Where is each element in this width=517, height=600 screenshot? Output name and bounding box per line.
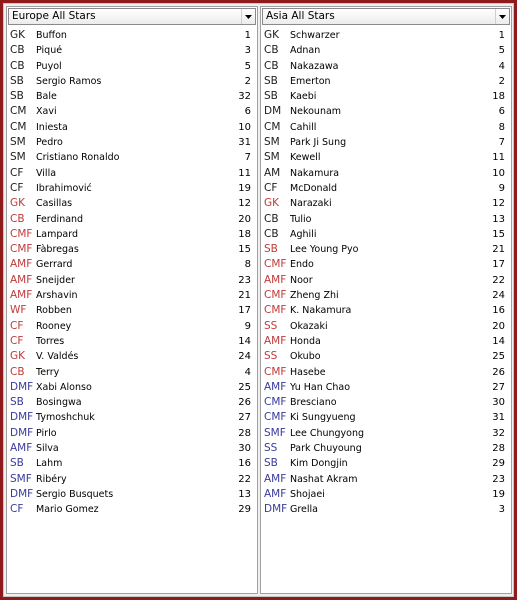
player-name: Ki Sungyueng xyxy=(290,412,356,424)
player-row[interactable] xyxy=(261,303,511,318)
player-number: 31 xyxy=(238,137,251,149)
home-player-list[interactable] xyxy=(7,28,257,518)
player-number: 26 xyxy=(492,366,505,378)
player-position: AMF xyxy=(10,273,33,286)
player-position: AMF xyxy=(264,273,287,286)
player-number: 10 xyxy=(238,121,251,133)
player-row[interactable] xyxy=(7,43,257,58)
player-position: DMF xyxy=(10,487,34,500)
player-name: Tymoshchuk xyxy=(36,412,95,424)
player-position: SM xyxy=(10,151,26,164)
player-number: 20 xyxy=(492,320,505,332)
player-position: GK xyxy=(264,29,280,41)
player-number: 28 xyxy=(492,443,505,455)
player-position: CB xyxy=(10,212,25,225)
player-name: Nakazawa xyxy=(290,60,339,72)
player-position: CM xyxy=(10,105,27,118)
player-row[interactable] xyxy=(261,89,511,104)
player-number: 28 xyxy=(238,427,251,439)
player-number: 8 xyxy=(244,259,251,271)
player-row[interactable] xyxy=(7,334,257,349)
player-name: Gerrard xyxy=(36,259,73,271)
player-row[interactable] xyxy=(7,59,257,74)
player-number: 9 xyxy=(244,320,251,332)
player-position: CMF xyxy=(264,411,287,424)
player-number: 2 xyxy=(244,75,251,87)
player-name: Kaebi xyxy=(290,91,317,103)
player-number: 1 xyxy=(498,30,505,41)
player-row[interactable] xyxy=(7,196,257,211)
player-number: 12 xyxy=(492,198,505,210)
player-name: Sergio Busquets xyxy=(36,488,114,500)
player-name: Okazaki xyxy=(290,320,328,332)
player-row[interactable] xyxy=(7,74,257,89)
player-number: 18 xyxy=(238,228,251,240)
player-position: AMF xyxy=(10,442,33,455)
player-number: 14 xyxy=(238,335,251,347)
player-name: McDonald xyxy=(290,182,338,194)
away-team-select[interactable] xyxy=(262,8,510,25)
player-name: Nashat Akram xyxy=(290,473,358,485)
player-position: SM xyxy=(264,136,280,149)
player-position: CMF xyxy=(264,304,287,317)
player-number: 32 xyxy=(492,427,505,439)
player-name: Shojaei xyxy=(290,488,325,500)
player-row[interactable] xyxy=(7,365,257,380)
player-number: 7 xyxy=(244,152,251,164)
player-position: CB xyxy=(264,59,279,72)
player-number: 4 xyxy=(244,366,251,378)
player-row[interactable] xyxy=(261,334,511,349)
player-name: Honda xyxy=(290,335,321,347)
player-row[interactable] xyxy=(7,502,257,517)
player-name: Grella xyxy=(290,504,319,516)
player-row[interactable] xyxy=(7,410,257,425)
player-position: AMF xyxy=(264,334,287,347)
player-position: CB xyxy=(264,227,279,240)
player-row[interactable] xyxy=(261,104,511,119)
player-row[interactable] xyxy=(261,43,511,58)
player-position: SB xyxy=(10,74,24,87)
player-position: DMF xyxy=(10,426,34,439)
player-name: Endo xyxy=(290,259,314,271)
player-number: 7 xyxy=(498,137,505,149)
away-player-list[interactable] xyxy=(261,28,511,518)
player-number: 22 xyxy=(492,274,505,286)
player-number: 13 xyxy=(238,488,251,500)
player-row[interactable] xyxy=(7,380,257,395)
player-number: 5 xyxy=(498,45,505,57)
player-name: Casillas xyxy=(36,198,73,210)
player-name: Noor xyxy=(290,274,313,286)
player-number: 13 xyxy=(492,213,505,225)
player-number: 3 xyxy=(244,45,251,57)
player-name: Villa xyxy=(36,167,57,179)
player-name: Mario Gomez xyxy=(36,504,99,516)
player-position: AM xyxy=(264,166,281,179)
player-row[interactable] xyxy=(261,380,511,395)
player-row[interactable] xyxy=(261,426,511,441)
player-name: Ribéry xyxy=(36,473,67,485)
player-number: 6 xyxy=(244,106,251,118)
player-position: SMF xyxy=(10,472,32,485)
player-position: CB xyxy=(264,212,279,225)
player-name: Sergio Ramos xyxy=(36,75,102,87)
player-position: SB xyxy=(10,457,24,470)
player-row[interactable] xyxy=(7,120,257,135)
player-position: DMF xyxy=(10,380,34,393)
player-name: Piqué xyxy=(36,45,63,57)
player-row[interactable] xyxy=(261,410,511,425)
player-name: Okubo xyxy=(290,351,321,363)
player-row[interactable] xyxy=(261,288,511,303)
player-name: Buffon xyxy=(36,30,67,41)
player-position: SMF xyxy=(264,426,286,439)
player-position: SM xyxy=(264,151,280,164)
player-row[interactable] xyxy=(7,242,257,257)
player-row[interactable] xyxy=(261,135,511,150)
player-position: CB xyxy=(10,59,25,72)
player-row[interactable] xyxy=(7,89,257,104)
player-name: Schwarzer xyxy=(290,30,340,41)
player-name: Adnan xyxy=(290,45,321,57)
player-position: CB xyxy=(10,44,25,57)
player-row[interactable] xyxy=(7,349,257,364)
player-name: Torres xyxy=(36,335,65,347)
player-name: Hasebe xyxy=(290,366,326,378)
player-position: CF xyxy=(10,181,24,194)
player-name: Ferdinand xyxy=(36,213,84,225)
player-name: Pirlo xyxy=(36,427,57,439)
player-number: 31 xyxy=(492,412,505,424)
player-name: Bale xyxy=(36,91,57,103)
player-position: SS xyxy=(264,319,278,332)
player-position: AMF xyxy=(264,380,287,393)
player-position: SB xyxy=(264,74,278,87)
player-position: SB xyxy=(264,243,278,256)
player-name: Kim Dongjin xyxy=(290,458,348,470)
player-number: 8 xyxy=(498,121,505,133)
player-number: 26 xyxy=(238,397,251,409)
player-number: 19 xyxy=(238,182,251,194)
home-team-panel xyxy=(6,6,258,594)
player-row[interactable] xyxy=(261,472,511,487)
player-row[interactable] xyxy=(261,487,511,502)
player-position: GK xyxy=(10,29,26,41)
player-row[interactable] xyxy=(261,120,511,135)
player-position: CB xyxy=(10,365,25,378)
player-position: CF xyxy=(264,181,278,194)
player-position: CMF xyxy=(264,396,287,409)
player-position: GK xyxy=(10,197,26,210)
player-number: 30 xyxy=(492,397,505,409)
player-number: 16 xyxy=(492,305,505,317)
player-row[interactable] xyxy=(261,242,511,257)
player-name: Puyol xyxy=(36,60,62,72)
player-number: 2 xyxy=(498,75,505,87)
player-name: Sneijder xyxy=(36,274,75,286)
player-number: 22 xyxy=(238,473,251,485)
player-row[interactable] xyxy=(7,104,257,119)
player-position: SM xyxy=(10,136,26,149)
player-name: Arshavin xyxy=(36,290,78,302)
player-row[interactable] xyxy=(261,28,511,43)
player-position: CB xyxy=(264,44,279,57)
player-row[interactable] xyxy=(7,166,257,181)
player-number: 5 xyxy=(244,60,251,72)
player-row[interactable] xyxy=(261,74,511,89)
player-position: CF xyxy=(10,166,24,179)
player-row[interactable] xyxy=(7,426,257,441)
player-row[interactable] xyxy=(261,227,511,242)
player-position: SS xyxy=(264,442,278,455)
player-position: CMF xyxy=(264,289,287,302)
player-name: Zheng Zhi xyxy=(290,290,339,302)
player-row[interactable] xyxy=(7,273,257,288)
player-number: 11 xyxy=(492,152,505,164)
player-number: 32 xyxy=(238,91,251,103)
player-number: 21 xyxy=(492,244,505,256)
player-name: Lahm xyxy=(36,458,63,470)
player-row[interactable] xyxy=(261,257,511,272)
player-position: SB xyxy=(264,90,278,103)
player-name: Yu Han Chao xyxy=(290,381,351,393)
player-row[interactable] xyxy=(261,349,511,364)
player-row[interactable] xyxy=(7,227,257,242)
player-row[interactable] xyxy=(7,288,257,303)
player-position: CMF xyxy=(10,227,33,240)
player-row[interactable] xyxy=(7,303,257,318)
player-number: 25 xyxy=(238,381,251,393)
player-row[interactable] xyxy=(7,150,257,165)
player-number: 25 xyxy=(492,351,505,363)
player-number: 9 xyxy=(498,182,505,194)
player-name: Robben xyxy=(36,305,72,317)
player-name: Nekounam xyxy=(290,106,342,118)
player-row[interactable] xyxy=(261,395,511,410)
player-position: CF xyxy=(10,503,24,516)
player-name: Narazaki xyxy=(290,198,332,210)
player-position: CM xyxy=(264,120,281,133)
player-position: SB xyxy=(10,90,24,103)
away-team-select-value: Asia All Stars xyxy=(266,10,335,22)
player-name: K. Nakamura xyxy=(290,305,352,317)
player-number: 3 xyxy=(498,504,505,516)
player-name: V. Valdés xyxy=(36,351,79,363)
player-row[interactable] xyxy=(7,395,257,410)
player-row[interactable] xyxy=(7,441,257,456)
player-position: DMF xyxy=(10,411,34,424)
player-name: Iniesta xyxy=(36,121,68,133)
player-row[interactable] xyxy=(261,196,511,211)
player-row[interactable] xyxy=(261,166,511,181)
player-name: Tulio xyxy=(290,213,312,225)
player-position: GK xyxy=(10,350,26,363)
player-number: 1 xyxy=(244,30,251,41)
player-number: 6 xyxy=(498,106,505,118)
player-name: Lee Young Pyo xyxy=(290,244,359,256)
player-name: Rooney xyxy=(36,320,72,332)
player-name: Pedro xyxy=(36,137,63,149)
player-name: Aghili xyxy=(290,228,317,240)
player-row[interactable] xyxy=(261,456,511,471)
player-row[interactable] xyxy=(7,257,257,272)
player-position: DM xyxy=(264,105,282,118)
player-number: 21 xyxy=(238,290,251,302)
player-row[interactable] xyxy=(7,28,257,43)
player-name: Ibrahimović xyxy=(36,182,92,194)
player-position: SB xyxy=(10,396,24,409)
player-row[interactable] xyxy=(7,319,257,334)
player-number: 23 xyxy=(492,473,505,485)
player-number: 24 xyxy=(492,290,505,302)
player-name: Bosingwa xyxy=(36,397,82,409)
player-number: 10 xyxy=(492,167,505,179)
player-position: AMF xyxy=(10,289,33,302)
home-team-select-value: Europe All Stars xyxy=(12,10,96,22)
player-position: CM xyxy=(10,120,27,133)
home-team-select[interactable] xyxy=(8,8,256,25)
player-position: CMF xyxy=(264,365,287,378)
player-row[interactable] xyxy=(261,319,511,334)
player-number: 15 xyxy=(238,244,251,256)
chevron-down-icon[interactable] xyxy=(241,9,255,24)
player-number: 4 xyxy=(498,60,505,72)
player-row[interactable] xyxy=(7,135,257,150)
player-row[interactable] xyxy=(261,273,511,288)
player-position: SB xyxy=(264,457,278,470)
player-number: 15 xyxy=(492,228,505,240)
player-number: 14 xyxy=(492,335,505,347)
player-name: Cahill xyxy=(290,121,317,133)
player-number: 11 xyxy=(238,167,251,179)
player-position: AMF xyxy=(264,472,287,485)
player-number: 12 xyxy=(238,198,251,210)
player-name: Nakamura xyxy=(290,167,340,179)
player-name: Bresciano xyxy=(290,397,337,409)
player-row[interactable] xyxy=(7,212,257,227)
player-row[interactable] xyxy=(7,181,257,196)
player-row[interactable] xyxy=(7,472,257,487)
player-row[interactable] xyxy=(7,487,257,502)
player-name: Park Chuyoung xyxy=(290,443,362,455)
player-name: Terry xyxy=(36,366,60,378)
player-number: 17 xyxy=(238,305,251,317)
player-name: Fàbregas xyxy=(36,244,79,256)
player-row[interactable] xyxy=(261,365,511,380)
player-number: 23 xyxy=(238,274,251,286)
player-name: Lampard xyxy=(36,228,78,240)
player-row[interactable] xyxy=(7,456,257,471)
player-row[interactable] xyxy=(261,212,511,227)
player-position: WF xyxy=(10,304,27,317)
player-name: Silva xyxy=(36,443,59,455)
player-row[interactable] xyxy=(261,181,511,196)
player-name: Lee Chungyong xyxy=(290,427,365,439)
roster-window xyxy=(3,3,514,597)
player-name: Kewell xyxy=(290,152,321,164)
player-position: CF xyxy=(10,319,24,332)
player-position: GK xyxy=(264,197,280,210)
player-number: 27 xyxy=(492,381,505,393)
player-name: Xavi xyxy=(36,106,57,118)
player-row[interactable] xyxy=(261,441,511,456)
player-row[interactable] xyxy=(261,59,511,74)
player-name: Xabi Alonso xyxy=(36,381,92,393)
player-number: 29 xyxy=(492,458,505,470)
player-name: Cristiano Ronaldo xyxy=(36,152,120,164)
player-position: AMF xyxy=(10,258,33,271)
player-position: CMF xyxy=(10,243,33,256)
player-position: DMF xyxy=(264,503,288,516)
player-number: 27 xyxy=(238,412,251,424)
player-number: 19 xyxy=(492,488,505,500)
player-number: 20 xyxy=(238,213,251,225)
chevron-down-icon[interactable] xyxy=(495,9,509,24)
player-name: Park Ji Sung xyxy=(290,137,347,149)
player-name: Emerton xyxy=(290,75,331,87)
player-number: 30 xyxy=(238,443,251,455)
away-team-panel xyxy=(260,6,512,594)
player-number: 16 xyxy=(238,458,251,470)
player-number: 29 xyxy=(238,504,251,516)
player-position: CF xyxy=(10,334,24,347)
player-number: 24 xyxy=(238,351,251,363)
player-position: CMF xyxy=(264,258,287,271)
player-number: 18 xyxy=(492,91,505,103)
player-position: SS xyxy=(264,350,278,363)
player-row[interactable] xyxy=(261,502,511,517)
player-number: 17 xyxy=(492,259,505,271)
player-row[interactable] xyxy=(261,150,511,165)
player-position: AMF xyxy=(264,487,287,500)
